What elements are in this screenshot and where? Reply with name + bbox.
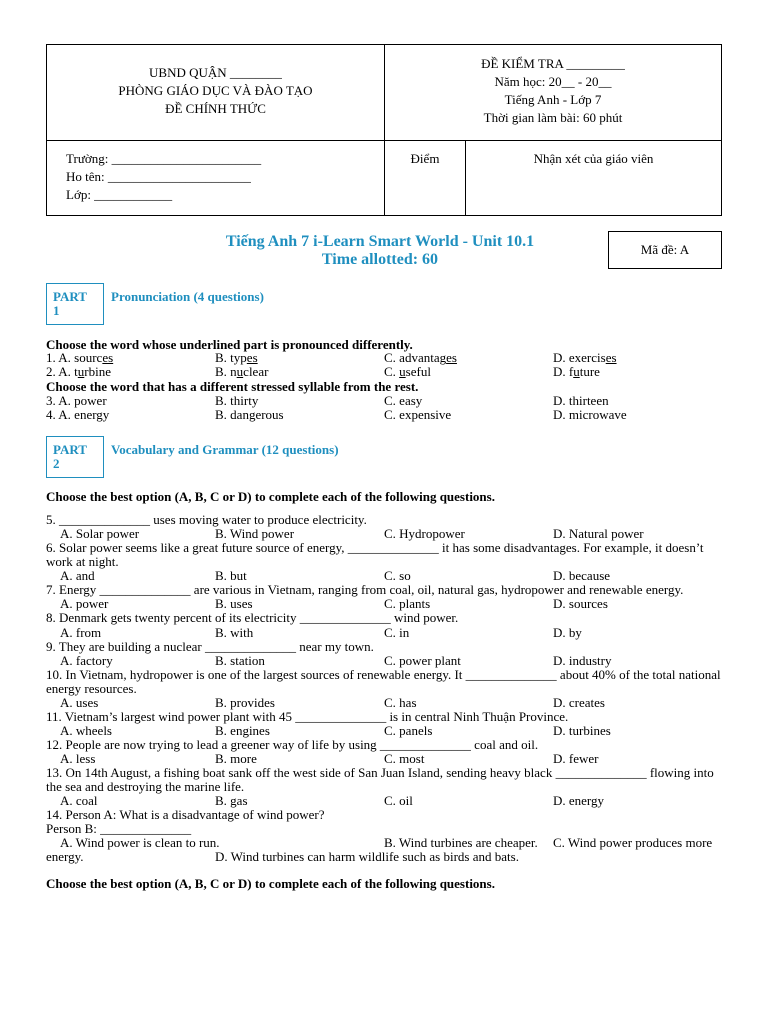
q3-option-d: D. thirteen — [553, 393, 609, 408]
q4-option-b: B. dangerous — [215, 407, 284, 422]
q11-stem: 11. Vietnam’s largest wind power plant with 45 ______________ is in central Ninh Thuận Province. — [46, 709, 569, 724]
question-row — [46, 752, 726, 766]
exam-title-line: ĐỀ KIỂM TRA _________ — [481, 56, 625, 71]
part1-instruction-pronunciation: Choose the word whose underlined part is pronounced differently. — [46, 337, 413, 352]
q9-option-b: B. station — [215, 653, 265, 668]
q5-option-d: D. Natural power — [553, 526, 644, 541]
question-row — [46, 654, 726, 668]
q13-stem: 13. On 14th August, a fishing boat sank off the west side of San Juan Island, sending heavy black ______________ flowing into the sea and destroying the marine life. — [46, 765, 714, 794]
q12-option-a: A. less — [60, 751, 96, 766]
q14-stem: 14. Person A: What is a disadvantage of wind power? — [46, 807, 325, 822]
q12-option-d: D. fewer — [553, 751, 599, 766]
time-allotted: Time allotted: 60 — [321, 251, 439, 268]
q1-option-c: C. advantages — [384, 350, 457, 365]
header-table — [46, 44, 722, 216]
q14-person-b: Person B: ______________ — [46, 821, 192, 836]
school-field: Trường: _______________________ — [66, 151, 262, 166]
q10-option-b: B. provides — [215, 695, 275, 710]
q11-option-d: D. turbines — [553, 723, 611, 738]
question-row — [46, 351, 726, 365]
q8-option-a: A. from — [60, 625, 102, 640]
q1-option-d: D. exercises — [553, 350, 617, 365]
q7-option-d: D. sources — [553, 596, 608, 611]
q6-option-c: C. so — [384, 568, 411, 583]
q1-option-b: B. types — [215, 350, 258, 365]
q7-option-b: B. uses — [215, 596, 253, 611]
question-row — [46, 527, 726, 541]
q13-option-a: A. coal — [60, 793, 98, 808]
duration-line: Thời gian làm bài: 60 phút — [483, 110, 623, 125]
q5-option-a: A. Solar power — [60, 526, 140, 541]
q2-option-a: 2. A. turbine — [46, 364, 112, 379]
question-row — [46, 850, 726, 864]
q5-option-c: C. Hydropower — [384, 526, 465, 541]
question-row — [46, 569, 726, 583]
part1-instruction-stress: Choose the word that has a different stressed syllable from the rest. — [46, 379, 419, 394]
official-exam-line: ĐỀ CHÍNH THỨC — [165, 101, 266, 116]
part2-label-box — [46, 436, 104, 478]
q4-option-a: 4. A. energy — [46, 407, 110, 422]
q2-option-d: D. future — [553, 364, 600, 379]
district-line: UBND QUẬN ________ — [149, 65, 282, 80]
q2-option-c: C. useful — [384, 364, 431, 379]
part-label: PART — [53, 442, 87, 457]
q3-option-b: B. thirty — [215, 393, 259, 408]
q7-option-c: C. plants — [384, 596, 431, 611]
name-field: Ho tên: ______________________ — [66, 169, 251, 184]
question-row — [46, 836, 726, 850]
q11-option-c: C. panels — [384, 723, 433, 738]
q10-stem: 10. In Vietnam, hydropower is one of the largest sources of renewable energy. It ______________ about 40% of the total national energy resources. — [46, 667, 721, 696]
part-label: PART — [53, 289, 87, 304]
exam-code-box: Mã đề: A — [608, 231, 722, 269]
q9-option-d: D. industry — [553, 653, 612, 668]
q14-option-d: D. Wind turbines can harm wildlife such as birds and bats. — [215, 849, 519, 864]
header-divider — [47, 140, 721, 141]
q14-option-c: C. Wind power produces more — [553, 835, 713, 850]
part1-title: Pronunciation (4 questions) — [111, 289, 264, 304]
exam-info-block — [385, 55, 721, 127]
q3-option-c: C. easy — [384, 393, 423, 408]
q8-option-d: D. by — [553, 625, 582, 640]
q8-option-b: B. with — [215, 625, 254, 640]
q6-stem: 6. Solar power seems like a great future source of energy, ______________ it has some disadvantages. For example, it doesn’t work at night. — [46, 540, 704, 569]
q9-option-a: A. factory — [60, 653, 113, 668]
school-office-block — [47, 64, 384, 118]
q12-stem: 12. People are now trying to lead a greener way of life by using ______________ coal and oil. — [46, 737, 539, 752]
page-title: Tiếng Anh 7 i-Learn Smart World - Unit 10.1 — [225, 233, 535, 250]
q10-option-d: D. creates — [553, 695, 605, 710]
q7-stem: 7. Energy ______________ are various in Vietnam, ranging from coal, oil, natural gas, hydropower and renewable energy. — [46, 582, 684, 597]
q11-option-a: A. wheels — [60, 723, 112, 738]
question-row — [46, 365, 726, 379]
subject-line: Tiếng Anh - Lớp 7 — [504, 92, 602, 107]
question-row — [46, 597, 726, 611]
q5-option-b: B. Wind power — [215, 526, 295, 541]
question-row — [46, 394, 726, 408]
q3-option-a: 3. A. power — [46, 393, 107, 408]
question-row — [46, 408, 726, 422]
question-row — [46, 626, 726, 640]
score-label: Điểm — [410, 151, 440, 166]
student-info-block — [66, 150, 376, 204]
q4-option-d: D. microwave — [553, 407, 627, 422]
q12-option-c: C. most — [384, 751, 425, 766]
q9-option-c: C. power plant — [384, 653, 461, 668]
q6-option-a: A. and — [60, 568, 95, 583]
part2-title: Vocabulary and Grammar (12 questions) — [111, 442, 339, 457]
school-year-line: Năm học: 20__ - 20__ — [494, 74, 612, 89]
q13-option-d: D. energy — [553, 793, 605, 808]
q13-option-b: B. gas — [215, 793, 248, 808]
q8-option-c: C. in — [384, 625, 410, 640]
question-row — [46, 724, 726, 738]
part-number: 2 — [53, 456, 60, 471]
q1-option-a: 1. A. sources — [46, 350, 114, 365]
q10-option-c: C. has — [384, 695, 417, 710]
q14-option-c-continued: energy. — [46, 849, 84, 864]
q7-option-a: A. power — [60, 596, 109, 611]
question-row — [46, 696, 726, 710]
q2-option-b: B. nuclear — [215, 364, 269, 379]
q8-stem: 8. Denmark gets twenty percent of its electricity ______________ wind power. — [46, 610, 459, 625]
q14-option-a: A. Wind power is clean to run. — [60, 835, 220, 850]
q6-option-b: B. but — [215, 568, 247, 583]
q9-stem: 9. They are building a nuclear ______________ near my town. — [46, 639, 374, 654]
q14-option-b: B. Wind turbines are cheaper. — [384, 835, 538, 850]
q5-stem: 5. ______________ uses moving water to produce electricity. — [46, 512, 367, 527]
question-row — [46, 794, 726, 808]
q4-option-c: C. expensive — [384, 407, 452, 422]
q11-option-b: B. engines — [215, 723, 270, 738]
next-section-instruction: Choose the best option (A, B, C or D) to complete each of the following questions. — [46, 876, 495, 891]
teacher-comment-label: Nhận xét của giáo viên — [533, 151, 654, 166]
q10-option-a: A. uses — [60, 695, 99, 710]
class-field: Lớp: ____________ — [66, 187, 173, 202]
q12-option-b: B. more — [215, 751, 257, 766]
part-number: 1 — [53, 303, 60, 318]
q13-option-c: C. oil — [384, 793, 413, 808]
part1-label-box — [46, 283, 104, 325]
q6-option-d: D. because — [553, 568, 611, 583]
department-line: PHÒNG GIÁO DỤC VÀ ĐÀO TẠO — [118, 83, 313, 98]
part2-instruction: Choose the best option (A, B, C or D) to complete each of the following questions. — [46, 489, 495, 504]
